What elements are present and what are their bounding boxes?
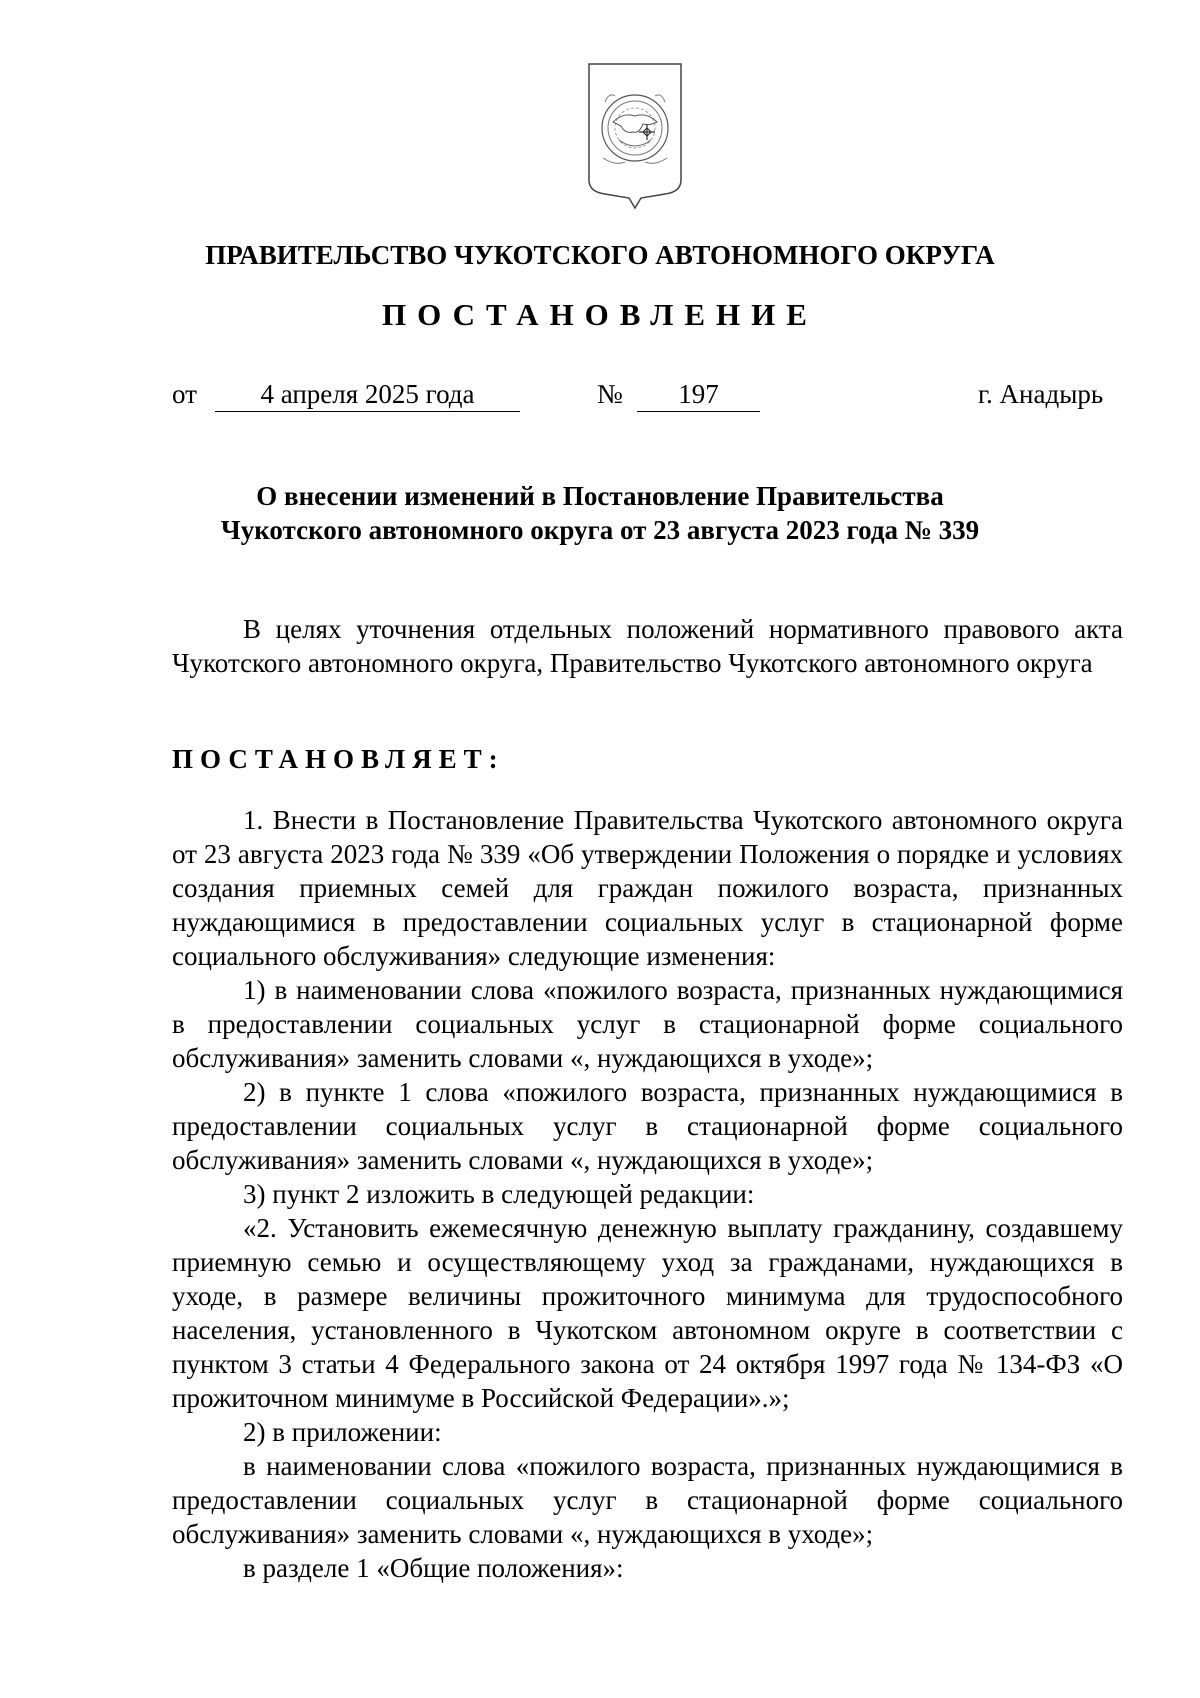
paragraph-quoted-2: «2. Установить ежемесячную денежную выплату гражданину, создавшему приемную семью и осуществляющему уход за гражданами, нуждающихся в уходе, в размере величины прожиточного минимума для трудоспособного населения, установленного в Чукотском автономном округе в соответствии с пунктом 3 статьи 4 Федерального закона от 24 октября 1997 года № 134-ФЗ «О прожиточном минимуме в Российской Федерации».»; (172, 1213, 1123, 1413)
number-label: № (597, 379, 623, 409)
paragraph-1-2: 2) в пункте 1 слова «пожилого возраста, признанных нуждающимися в предоставлении социальных услуг в стационарной форме социального обслуживания» заменить словами «, нуждающихся в уходе»; (172, 1077, 1123, 1175)
subject-line-2: Чукотского автономного округа от 23 августа 2023 года № 339 (220, 515, 980, 545)
paragraph-appendix: 2) в приложении: (243, 1417, 442, 1447)
paragraph-1-1: 1) в наименовании слова «пожилого возраста, признанных нуждающимися в предоставлении социальных услуг в стационарной форме социального обслуживания» заменить словами «, нуждающихся в уходе»; (172, 975, 1123, 1073)
preamble-text: В целях уточнения отдельных положений нормативного правового акта Чукотского автономного округа, Правительство Чукотского автономного округа (172, 614, 1123, 678)
document-meta-row (0, 0, 1200, 420)
resolves-heading: ПОСТАНОВЛЯЕТ: (172, 744, 505, 774)
preamble (172, 612, 1123, 680)
paragraph-section-1: в разделе 1 «Общие положения»: (243, 1553, 624, 1583)
paragraph-1: 1. Внести в Постановление Правительства Чукотского автономного округа от 23 августа 2023 года № 339 «Об утверждении Положения о порядке и условиях создания приемных семей для граждан пожилого возраста, признанных нуждающимися в предоставлении социальных услуг в стационарной форме социального обслуживания» следующие изменения: (172, 805, 1123, 971)
document-date: 4 апреля 2025 года (215, 377, 520, 412)
organization-title: ПРАВИТЕЛЬСТВО ЧУКОТСКОГО АВТОНОМНОГО ОКРУГА (205, 240, 995, 270)
document-type-title: ПОСТАНОВЛЕНИЕ (382, 297, 818, 332)
document-number: 197 (637, 377, 760, 412)
paragraph-appendix-title: в наименовании слова «пожилого возраста, признанных нуждающимися в предоставлении социальных услуг в стационарной форме социального обслуживания» заменить словами «, нуждающихся в уходе»; (172, 1451, 1123, 1549)
date-prefix: от (172, 379, 197, 409)
resolution-body (172, 803, 1123, 1585)
document-subject (0, 479, 1200, 547)
city: г. Анадырь (978, 379, 1104, 409)
paragraph-1-3: 3) пункт 2 изложить в следующей редакции: (243, 1179, 755, 1209)
subject-line-1: О внесении изменений в Постановление Правительства (256, 481, 944, 511)
